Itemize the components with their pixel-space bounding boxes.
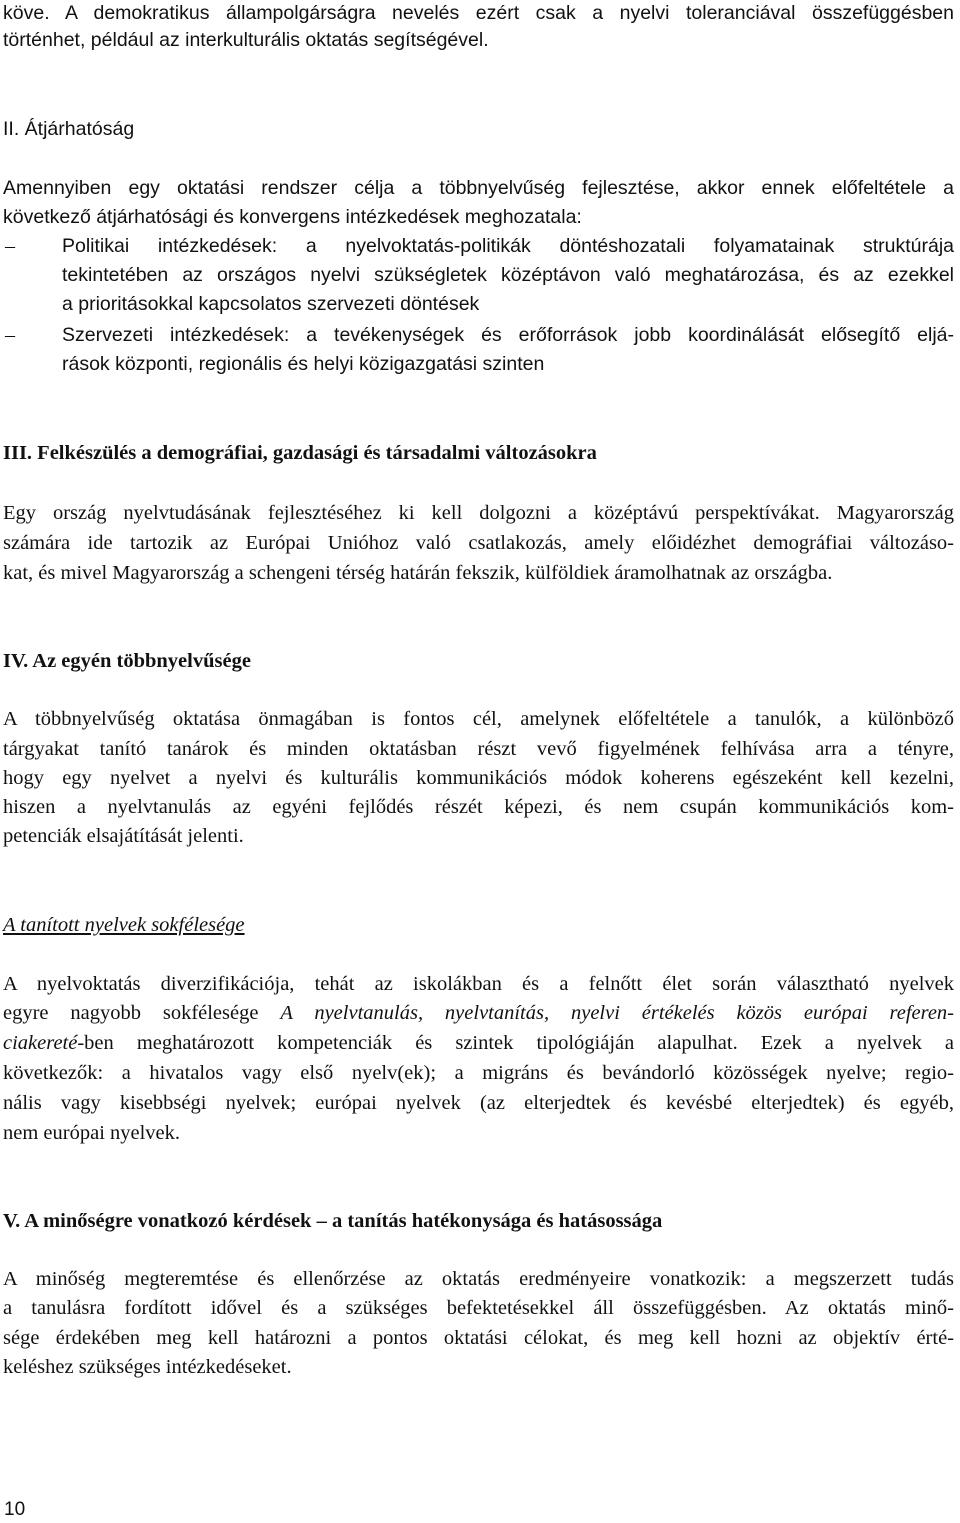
- bullet-line: Politikai intézkedések: a nyelvoktatás-politikák döntéshozatali folyamatainak struktúrája: [62, 235, 954, 257]
- paragraph-line: Amennyiben egy oktatási rendszer célja a többnyelvűség fejlesztése, akkor ennek előfeltétele a: [3, 177, 954, 199]
- paragraph-line: Egy ország nyelvtudásának fejlesztéséhez ki kell dolgozni a középtávú perspektívákat. Magyarország: [3, 502, 954, 524]
- bullet-dash: –: [5, 324, 15, 346]
- paragraph-line: A többnyelvűség oktatása önmagában is fontos cél, amelynek előfeltétele a tanulók, a különböző: [3, 708, 954, 730]
- paragraph-line: A nyelvoktatás diverzifikációja, tehát az iskolákban és a felnőtt élet során választható nyelvek: [3, 973, 954, 995]
- paragraph-line: kat, és mivel Magyarország a schengeni térség határán fekszik, külföldiek áramolhatnak az országba.: [3, 562, 833, 584]
- paragraph-line: sége érdekében meg kell határozni a pontos oktatási célokat, és meg kell hozni az objektív érté-: [3, 1327, 954, 1349]
- section-heading: III. Felkészülés a demográfiai, gazdasági és társadalmi változásokra: [3, 442, 597, 464]
- bullet-line: rások központi, regionális és helyi közigazgatási szinten: [62, 353, 545, 375]
- paragraph-line: köve. A demokratikus állampolgárságra nevelés ezért csak a nyelvi toleranciával összefüggésben: [3, 2, 954, 24]
- paragraph-line: tárgyakat tanító tanárok és minden oktatásban részt vevő figyelmének felhívása arra a tényre,: [3, 738, 954, 760]
- bullet-line: a prioritásokkal kapcsolatos szervezeti döntések: [62, 293, 480, 315]
- paragraph-line: a tanulásra fordított idővel és a szükséges befektetésekkel áll összefüggésben. Az oktatás minő-: [3, 1297, 954, 1319]
- paragraph-line: keléshez szükséges intézkedéseket.: [3, 1356, 292, 1378]
- text-span: egyre nagyobb sokfélesége: [3, 1002, 281, 1024]
- bullet-line: Szervezeti intézkedések: a tevékenységek és erőforrások jobb koordinálását elősegítő eljá-: [62, 324, 954, 346]
- subsection-heading: A tanított nyelvek sokfélesége: [3, 914, 245, 936]
- paragraph-line: számára ide tartozik az Európai Unióhoz való csatlakozás, amely előidézhet demográfiai változáso-: [3, 532, 954, 554]
- page-number: 10: [4, 1499, 26, 1520]
- paragraph-line: nem európai nyelvek.: [3, 1122, 181, 1144]
- italic-title-span: ciakereté: [3, 1032, 78, 1054]
- paragraph-line: következők: a hivatalos vagy első nyelv(ek); a migráns és bevándorló közösségek nyelve; regio-: [3, 1062, 954, 1084]
- paragraph-line: A minőség megteremtése és ellenőrzése az oktatás eredményeire vonatkozik: a megszerzett tudás: [3, 1268, 954, 1290]
- paragraph-line: petenciák elsajátítását jelenti.: [3, 825, 244, 847]
- italic-title-span: A nyelvtanulás, nyelvtanítás, nyelvi értékelés közös európai referen-: [280, 1002, 954, 1024]
- section-heading: IV. Az egyén többnyelvűsége: [3, 650, 251, 672]
- paragraph-line: [3, 1000, 954, 1026]
- section-heading: V. A minőségre vonatkozó kérdések – a tanítás hatékonysága és hatásossága: [3, 1210, 663, 1232]
- paragraph-line: hiszen a nyelvtanulás az egyéni fejlődés részét képezi, és nem csupán kommunikációs kom-: [3, 796, 954, 818]
- paragraph-line: történhet, például az interkulturális oktatás segítségével.: [3, 29, 489, 51]
- section-heading: II. Átjárhatóság: [3, 118, 135, 140]
- bullet-line: tekintetében az országos nyelvi szükségletek középtávon való meghatározása, és az ezekkel: [62, 264, 954, 286]
- paragraph-line: [3, 1030, 954, 1056]
- paragraph-line: hogy egy nyelvet a nyelvi és kulturális kommunikációs módok koherens egészeként kell kezelni,: [3, 767, 954, 789]
- text-span: -ben meghatározott kompetenciák és szintek tipológiáján alapulhat. Ezek a nyelvek a: [77, 1032, 954, 1054]
- paragraph-line: nális vagy kisebbségi nyelvek; európai nyelvek (az elterjedtek és kevésbé elterjedtek) és egyéb,: [3, 1092, 954, 1114]
- bullet-dash: –: [5, 235, 15, 257]
- paragraph-line: következő átjárhatósági és konvergens intézkedések meghozatala:: [3, 206, 582, 228]
